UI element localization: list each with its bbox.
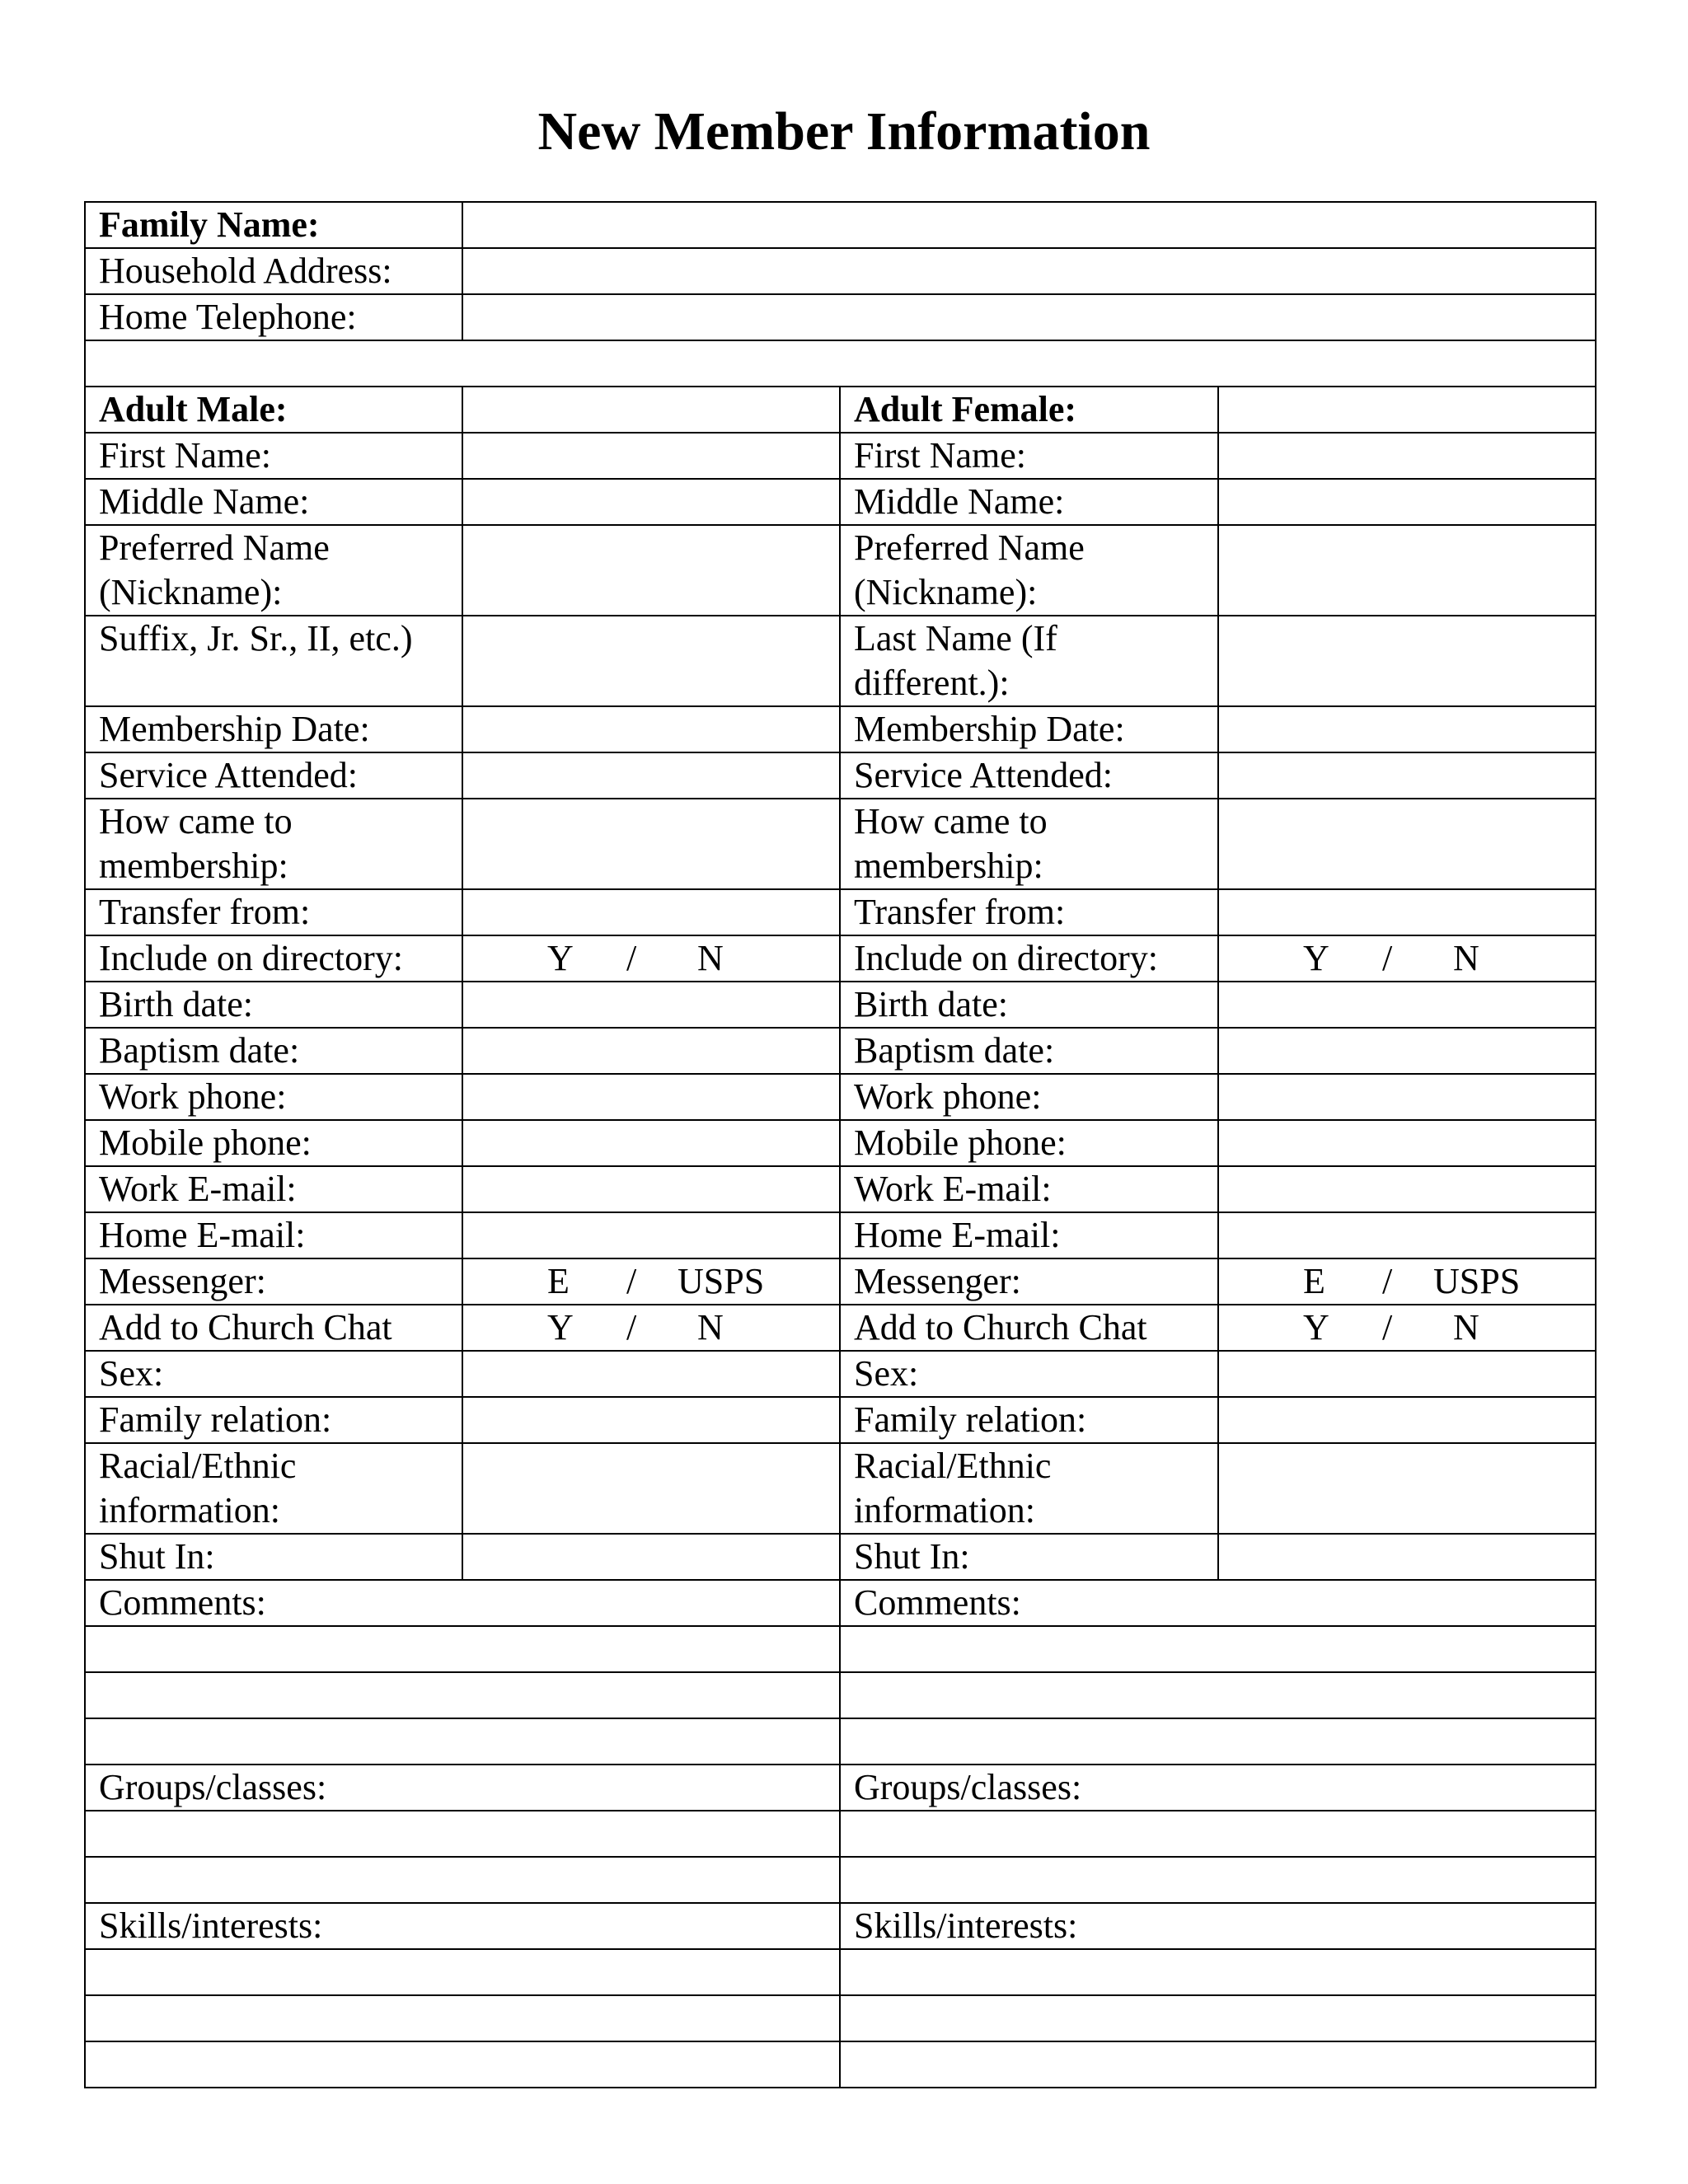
- female-skills-interests-line[interactable]: [840, 1995, 1596, 2041]
- household-address-field[interactable]: [462, 248, 1596, 294]
- yes-option[interactable]: Y: [1303, 1307, 1329, 1347]
- female-sex-label: Sex:: [840, 1351, 1218, 1397]
- adult-male-field[interactable]: [462, 387, 840, 433]
- female-racial-ethnic-field[interactable]: [1218, 1443, 1596, 1534]
- female-comments-line[interactable]: [840, 1718, 1596, 1765]
- female-membership-date-field[interactable]: [1218, 706, 1596, 752]
- female-shut-in-field[interactable]: [1218, 1534, 1596, 1580]
- no-option[interactable]: N: [1453, 1307, 1479, 1347]
- adult-female-label: Adult Female:: [840, 387, 1218, 433]
- male-how-came-field[interactable]: [462, 799, 840, 889]
- male-birth-date-field[interactable]: [462, 982, 840, 1028]
- female-shut-in-label: Shut In:: [840, 1534, 1218, 1580]
- female-family-relation-field[interactable]: [1218, 1397, 1596, 1443]
- female-mobile-phone-label: Mobile phone:: [840, 1120, 1218, 1166]
- male-mobile-phone-label: Mobile phone:: [85, 1120, 462, 1166]
- option-separator: /: [1382, 938, 1393, 978]
- male-preferred-name-field[interactable]: [462, 525, 840, 616]
- male-suffix-field[interactable]: [462, 616, 840, 706]
- female-include-directory-choice[interactable]: [1218, 935, 1596, 982]
- male-first-name-field[interactable]: [462, 433, 840, 479]
- male-include-directory-label: Include on directory:: [85, 935, 462, 982]
- male-shut-in-field[interactable]: [462, 1534, 840, 1580]
- male-comments-label: Comments:: [85, 1580, 840, 1626]
- female-transfer-from-field[interactable]: [1218, 889, 1596, 935]
- no-option[interactable]: N: [697, 938, 724, 978]
- male-mobile-phone-field[interactable]: [462, 1120, 840, 1166]
- option-separator: /: [626, 938, 637, 978]
- female-how-came-field[interactable]: [1218, 799, 1596, 889]
- male-home-email-label: Home E-mail:: [85, 1212, 462, 1258]
- male-service-attended-label: Service Attended:: [85, 752, 462, 799]
- male-groups-classes-line[interactable]: [85, 1857, 840, 1903]
- home-telephone-field[interactable]: [462, 294, 1596, 340]
- no-option[interactable]: N: [697, 1307, 724, 1347]
- member-form-table: [84, 201, 1597, 2088]
- page-title: New Member Information: [537, 101, 1151, 162]
- male-service-attended-field[interactable]: [462, 752, 840, 799]
- female-include-directory-label: Include on directory:: [840, 935, 1218, 982]
- male-church-chat-choice[interactable]: [462, 1305, 840, 1351]
- male-transfer-from-field[interactable]: [462, 889, 840, 935]
- male-suffix-label: Suffix, Jr. Sr., II, etc.): [85, 616, 462, 706]
- female-messenger-label: Messenger:: [840, 1258, 1218, 1305]
- female-home-email-field[interactable]: [1218, 1212, 1596, 1258]
- female-church-chat-label: Add to Church Chat: [840, 1305, 1218, 1351]
- male-racial-ethnic-field[interactable]: [462, 1443, 840, 1534]
- female-mobile-phone-field[interactable]: [1218, 1120, 1596, 1166]
- male-how-came-label: How came to membership:: [85, 799, 462, 889]
- male-baptism-date-field[interactable]: [462, 1028, 840, 1074]
- male-first-name-label: First Name:: [85, 433, 462, 479]
- male-skills-interests-line[interactable]: [85, 2041, 840, 2088]
- male-work-phone-field[interactable]: [462, 1074, 840, 1120]
- female-skills-interests-line[interactable]: [840, 1949, 1596, 1995]
- male-family-relation-field[interactable]: [462, 1397, 840, 1443]
- male-messenger-choice[interactable]: [462, 1258, 840, 1305]
- female-comments-line[interactable]: [840, 1626, 1596, 1672]
- female-first-name-label: First Name:: [840, 433, 1218, 479]
- male-skills-interests-label: Skills/interests:: [85, 1903, 840, 1949]
- male-skills-interests-line[interactable]: [85, 1995, 840, 2041]
- adult-male-label: Adult Male:: [85, 387, 462, 433]
- male-home-email-field[interactable]: [462, 1212, 840, 1258]
- female-middle-name-field[interactable]: [1218, 479, 1596, 525]
- female-baptism-date-field[interactable]: [1218, 1028, 1596, 1074]
- email-option[interactable]: E: [1303, 1261, 1325, 1301]
- female-how-came-label: How came to membership:: [840, 799, 1218, 889]
- male-work-email-label: Work E-mail:: [85, 1166, 462, 1212]
- male-skills-interests-line[interactable]: [85, 1949, 840, 1995]
- male-comments-line[interactable]: [85, 1718, 840, 1765]
- female-messenger-choice[interactable]: [1218, 1258, 1596, 1305]
- female-skills-interests-label: Skills/interests:: [840, 1903, 1596, 1949]
- female-last-name-label: Last Name (If different.):: [840, 616, 1218, 706]
- female-sex-field[interactable]: [1218, 1351, 1596, 1397]
- female-work-phone-label: Work phone:: [840, 1074, 1218, 1120]
- male-sex-field[interactable]: [462, 1351, 840, 1397]
- female-family-relation-label: Family relation:: [840, 1397, 1218, 1443]
- male-family-relation-label: Family relation:: [85, 1397, 462, 1443]
- female-work-phone-field[interactable]: [1218, 1074, 1596, 1120]
- female-preferred-name-field[interactable]: [1218, 525, 1596, 616]
- female-transfer-from-label: Transfer from:: [840, 889, 1218, 935]
- spacer-row: [85, 340, 1596, 387]
- male-membership-date-field[interactable]: [462, 706, 840, 752]
- yes-option[interactable]: Y: [547, 938, 574, 978]
- female-church-chat-choice[interactable]: [1218, 1305, 1596, 1351]
- male-comments-line[interactable]: [85, 1672, 840, 1718]
- home-telephone-label: Home Telephone:: [85, 294, 462, 340]
- male-birth-date-label: Birth date:: [85, 982, 462, 1028]
- no-option[interactable]: N: [1453, 938, 1479, 978]
- female-home-email-label: Home E-mail:: [840, 1212, 1218, 1258]
- male-include-directory-choice[interactable]: [462, 935, 840, 982]
- male-racial-ethnic-label: Racial/Ethnic information:: [85, 1443, 462, 1534]
- household-address-label: Household Address:: [85, 248, 462, 294]
- female-comments-line[interactable]: [840, 1672, 1596, 1718]
- male-work-email-field[interactable]: [462, 1166, 840, 1212]
- family-name-field[interactable]: [462, 202, 1596, 248]
- female-preferred-name-label: Preferred Name (Nickname):: [840, 525, 1218, 616]
- option-separator: /: [626, 1261, 637, 1301]
- male-preferred-name-label: Preferred Name (Nickname):: [85, 525, 462, 616]
- yes-option[interactable]: Y: [1303, 938, 1329, 978]
- option-separator: /: [626, 1307, 637, 1347]
- male-comments-line[interactable]: [85, 1626, 840, 1672]
- male-membership-date-label: Membership Date:: [85, 706, 462, 752]
- female-groups-classes-line[interactable]: [840, 1857, 1596, 1903]
- female-birth-date-label: Birth date:: [840, 982, 1218, 1028]
- family-name-label: Family Name:: [85, 202, 462, 248]
- male-middle-name-field[interactable]: [462, 479, 840, 525]
- female-groups-classes-label: Groups/classes:: [840, 1765, 1596, 1811]
- female-groups-classes-line[interactable]: [840, 1811, 1596, 1857]
- female-first-name-field[interactable]: [1218, 433, 1596, 479]
- male-groups-classes-label: Groups/classes:: [85, 1765, 840, 1811]
- female-comments-label: Comments:: [840, 1580, 1596, 1626]
- female-skills-interests-line[interactable]: [840, 2041, 1596, 2088]
- female-membership-date-label: Membership Date:: [840, 706, 1218, 752]
- male-groups-classes-line[interactable]: [85, 1811, 840, 1857]
- male-middle-name-label: Middle Name:: [85, 479, 462, 525]
- male-shut-in-label: Shut In:: [85, 1534, 462, 1580]
- female-last-name-field[interactable]: [1218, 616, 1596, 706]
- male-work-phone-label: Work phone:: [85, 1074, 462, 1120]
- adult-female-field[interactable]: [1218, 387, 1596, 433]
- female-baptism-date-label: Baptism date:: [840, 1028, 1218, 1074]
- female-work-email-label: Work E-mail:: [840, 1166, 1218, 1212]
- female-racial-ethnic-label: Racial/Ethnic information:: [840, 1443, 1218, 1534]
- option-separator: /: [1382, 1307, 1393, 1347]
- female-service-attended-field[interactable]: [1218, 752, 1596, 799]
- yes-option[interactable]: Y: [547, 1307, 574, 1347]
- female-service-attended-label: Service Attended:: [840, 752, 1218, 799]
- usps-option[interactable]: USPS: [678, 1261, 765, 1301]
- male-baptism-date-label: Baptism date:: [85, 1028, 462, 1074]
- male-sex-label: Sex:: [85, 1351, 462, 1397]
- female-work-email-field[interactable]: [1218, 1166, 1596, 1212]
- male-messenger-label: Messenger:: [85, 1258, 462, 1305]
- female-birth-date-field[interactable]: [1218, 982, 1596, 1028]
- usps-option[interactable]: USPS: [1433, 1261, 1521, 1301]
- female-middle-name-label: Middle Name:: [840, 479, 1218, 525]
- option-separator: /: [1382, 1261, 1393, 1301]
- male-church-chat-label: Add to Church Chat: [85, 1305, 462, 1351]
- male-transfer-from-label: Transfer from:: [85, 889, 462, 935]
- email-option[interactable]: E: [547, 1261, 570, 1301]
